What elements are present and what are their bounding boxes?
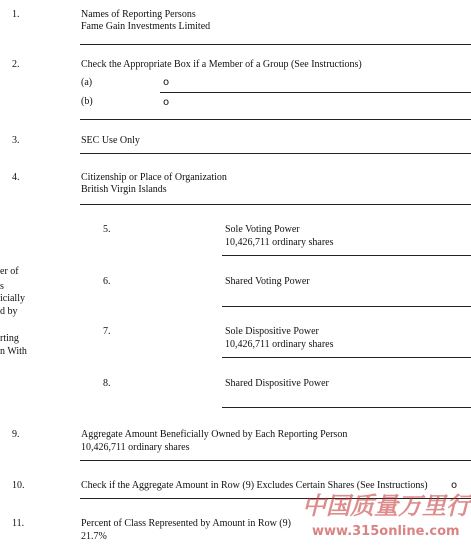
excludes-shares-checkbox[interactable]: o	[451, 480, 458, 491]
row-1-number: 1.	[12, 9, 20, 20]
row-1-title: Names of Reporting Persons	[81, 9, 196, 20]
row-2-title: Check the Appropriate Box if a Member of a Group (See Instructions)	[81, 59, 362, 70]
group-option-a-checkbox[interactable]: o	[163, 77, 170, 88]
side-label-line-1: er of	[0, 266, 19, 277]
sole-dispositive-power-value: 10,426,711 ordinary shares	[225, 339, 334, 350]
row-8-number: 8.	[103, 378, 111, 389]
row-6-divider	[222, 306, 471, 307]
place-of-organization: British Virgin Islands	[81, 184, 167, 195]
row-6-title: Shared Voting Power	[225, 276, 310, 287]
row-11-number: 11.	[12, 518, 25, 529]
row-11-title: Percent of Class Represented by Amount in Row (9)	[81, 518, 291, 529]
watermark-chinese-text: 中国质量万里行	[302, 492, 470, 520]
group-option-b-checkbox[interactable]: o	[163, 97, 170, 108]
row-5-divider	[222, 255, 471, 256]
row-9-divider	[80, 460, 471, 461]
row-3-divider	[80, 153, 471, 154]
group-option-b-label: (b)	[81, 96, 93, 107]
row-2-divider	[80, 119, 471, 120]
row-7-number: 7.	[103, 326, 111, 337]
watermark-url: www.315online.com	[312, 524, 460, 539]
row-1-divider	[80, 44, 471, 45]
row-9-title: Aggregate Amount Beneficially Owned by Each Reporting Person	[81, 429, 348, 440]
row-5-title: Sole Voting Power	[225, 224, 300, 235]
row-10-number: 10.	[12, 480, 25, 491]
row-7-divider	[222, 357, 471, 358]
side-label-line-2: s	[0, 281, 4, 292]
row-4-title: Citizenship or Place of Organization	[81, 172, 227, 183]
sole-voting-power-value: 10,426,711 ordinary shares	[225, 237, 334, 248]
row-8-divider	[222, 407, 471, 408]
row-6-number: 6.	[103, 276, 111, 287]
row-5-number: 5.	[103, 224, 111, 235]
row-2a-divider	[160, 92, 471, 93]
side-label-line-6: n With	[0, 346, 27, 357]
side-label-line-4: d by	[0, 306, 18, 317]
row-3-number: 3.	[12, 135, 20, 146]
row-4-divider	[80, 204, 471, 205]
row-8-title: Shared Dispositive Power	[225, 378, 329, 389]
aggregate-amount-value: 10,426,711 ordinary shares	[81, 442, 190, 453]
row-2-number: 2.	[12, 59, 20, 70]
row-10-title: Check if the Aggregate Amount in Row (9) Excludes Certain Shares (See Instructions)	[81, 480, 428, 491]
group-option-a-label: (a)	[81, 77, 93, 88]
side-label-line-3: icially	[0, 293, 25, 304]
reporting-person-name: Fame Gain Investments Limited	[81, 21, 211, 32]
row-7-title: Sole Dispositive Power	[225, 326, 319, 337]
row-9-number: 9.	[12, 429, 20, 440]
side-label-line-5: rting	[0, 333, 19, 344]
row-3-title: SEC Use Only	[81, 135, 140, 146]
row-4-number: 4.	[12, 172, 20, 183]
percent-of-class-value: 21.7%	[81, 531, 107, 542]
